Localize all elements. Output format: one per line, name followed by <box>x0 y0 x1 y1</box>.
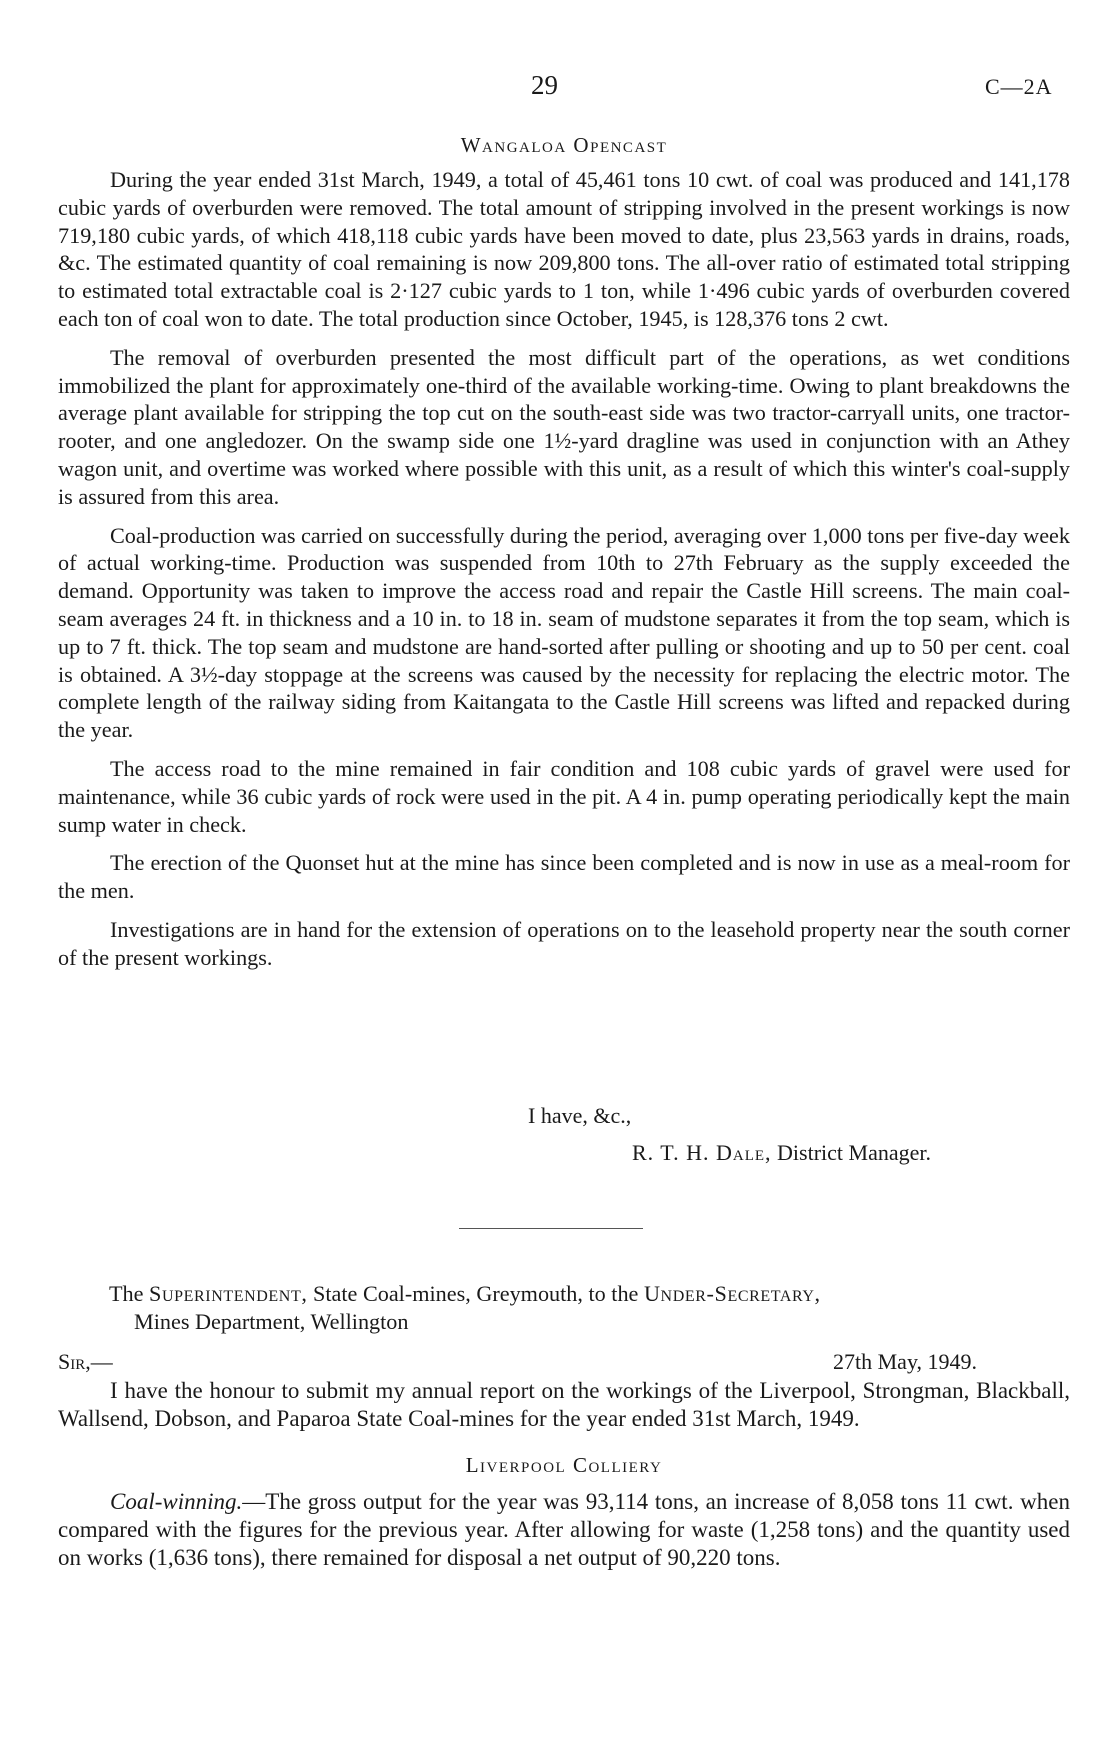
signature-name: R. T. H. Dale, <box>632 1140 772 1165</box>
sender-place: State Coal-mines, Greymouth, to the <box>313 1281 639 1306</box>
letter-intro: I have the honour to submit my annual report on the workings of the Liverpool, Strongman, Blackball, Wallsend, Dobson, and Paparoa State Coal-mines for the year ended 31st March, 1949. <box>58 1378 1070 1431</box>
letter-date: 27th May, 1949. <box>833 1349 978 1374</box>
closing-line: I have, &c., <box>528 1103 632 1128</box>
document-reference: C—2A <box>985 74 1053 99</box>
section-heading-liverpool: Liverpool Colliery <box>465 1453 663 1477</box>
paragraph-coal-winning <box>58 1488 1070 1572</box>
wangaloa-section <box>58 133 1070 983</box>
paragraph: Coal-production was carried on successfully during the period, averaging over 1,000 tons per five-day week of actual working-time. Production was suspended from 10th to 27th February as the supply exceeded the demand. Opportunity was taken to improve the access road and repair the Castle Hill screens. The main coal-seam averages 24 ft. in thickness and a 10 in. to 18 in. seam of mudstone separates it from the top seam, which is up to 7 ft. thick. The top seam and mudstone are hand-sorted after pulling or shooting and up to 50 per cent. coal is obtained. A 3½-day stoppage at the screens was caused by the necessity for replacing the electric motor. The complete length of the railway siding from Kaitangata to the Castle Hill screens was lifted and repacked during the year. <box>58 522 1070 743</box>
paragraph: During the year ended 31st March, 1949, a total of 45,461 tons 10 cwt. of coal was produced and 141,178 cubic yards of overburden were removed. The total amount of stripping involved in the present workings is now 719,180 cubic yards, of which 418,118 cubic yards have been moved to date, plus 23,563 yards in drains, roads, &c. The estimated quantity of coal remaining is now 209,800 tons. The all-over ratio of estimated total stripping to estimated total extractable coal is 2·127 cubic yards to 1 ton, while 1·496 cubic yards of overburden covered each ton of coal won to date. The total production since October, 1945, is 128,376 tons 2 cwt. <box>58 167 1070 331</box>
signature-block <box>632 1140 931 1166</box>
section-divider <box>459 1228 643 1229</box>
letter-body <box>58 1377 1070 1583</box>
address-line-from <box>109 1280 1069 1308</box>
letter-address <box>109 1280 1069 1336</box>
paragraph-text: —The gross output for the year was 93,114 tons, an increase of 8,058 tons 11 cwt. when compared with the figures for the previous year. After allowing for waste (1,258 tons) and the quantity used on works (1,636 tons), there remained for disposal a net output of 90,220 tons. <box>58 1489 1070 1570</box>
page-header <box>0 70 1114 110</box>
paragraph: Investigations are in hand for the extension of operations on to the leasehold property near the south corner of the present workings. <box>58 916 1070 970</box>
salutation: Sir,— <box>58 1349 113 1374</box>
recipient-title: Under-Secretary, <box>643 1281 821 1306</box>
address-prefix: The <box>109 1281 144 1306</box>
section-heading-wangaloa: Wangaloa Opencast <box>460 133 668 157</box>
page-number: 29 <box>531 70 558 100</box>
paragraph: The removal of overburden presented the most difficult part of the operations, as wet conditions immobilized the plant for approximately one-third of the available working-time. Owing to plant breakdowns the average plant available for stripping the top cut on the south-east side was two tractor-carryall units, one tractor-rooter, and one angledozer. On the swamp side one 1½-yard dragline was used in conjunction with an Athey wagon unit, and overtime was worked where possible with this unit, as a result of which this winter's coal-supply is assured from this area. <box>58 344 1070 509</box>
paragraph: The erection of the Quonset hut at the mine has since been completed and is now in use as a meal-room for the men. <box>58 850 1070 904</box>
subheading-coal-winning: Coal-winning. <box>110 1489 243 1514</box>
recipient-department: Mines Department, Wellington <box>134 1309 409 1334</box>
paragraph: The access road to the mine remained in fair condition and 108 cubic yards of gravel were used for maintenance, while 36 cubic yards of rock were used in the pit. A 4 in. pump operating periodically kept the main sump water in check. <box>58 755 1070 837</box>
sender-title: Superintendent, <box>149 1281 308 1306</box>
signature-title: District Manager. <box>777 1140 931 1165</box>
